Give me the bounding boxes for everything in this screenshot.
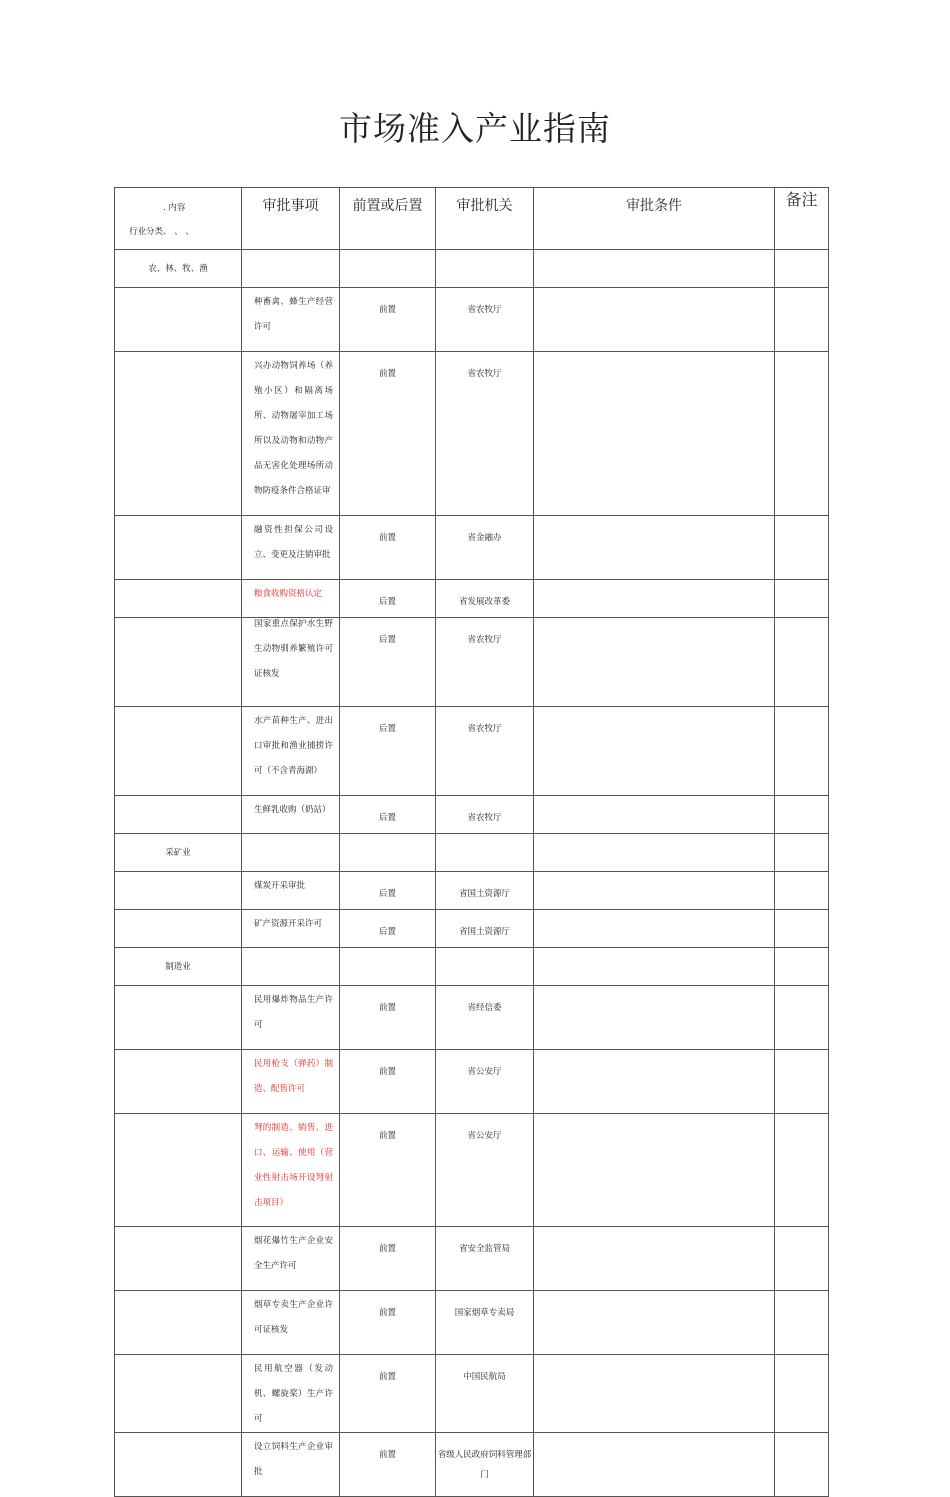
table-row bbox=[115, 872, 829, 910]
category-cell bbox=[115, 580, 242, 618]
table-row bbox=[115, 580, 829, 618]
position-cell-text: 后置 bbox=[378, 927, 396, 937]
category-row bbox=[115, 250, 829, 288]
approval-item-cell-text: 矿产资源开采许可 bbox=[254, 919, 323, 929]
position-cell bbox=[340, 910, 436, 948]
position-cell bbox=[340, 1291, 436, 1355]
category-cell-text: 农、林、牧、渔 bbox=[148, 264, 208, 274]
header-position: 前置或后置 bbox=[340, 188, 436, 250]
authority-cell-text: 中国民航局 bbox=[463, 1372, 506, 1382]
approval-item-cell-text: 民用航空器（发动机、螺旋桨）生产许可 bbox=[254, 1364, 333, 1424]
notes-cell bbox=[775, 1355, 829, 1433]
approval-item-cell-text: 民用枪支（弹药）制造、配售许可 bbox=[254, 1059, 333, 1094]
position-cell-text: 后置 bbox=[378, 813, 396, 823]
position-cell-text: 前置 bbox=[378, 1131, 396, 1141]
position-cell-text: 后置 bbox=[378, 889, 396, 899]
position-cell-text: 后置 bbox=[378, 597, 396, 607]
authority-cell bbox=[436, 1355, 534, 1433]
authority-cell bbox=[436, 1291, 534, 1355]
table-row bbox=[115, 288, 829, 352]
notes-cell bbox=[775, 707, 829, 796]
category-cell-text: 采矿业 bbox=[165, 848, 191, 858]
position-cell-text: 前置 bbox=[378, 1067, 396, 1077]
position-cell-text: 前置 bbox=[378, 1244, 396, 1254]
category-cell bbox=[115, 707, 242, 796]
table-row bbox=[115, 910, 829, 948]
table-row bbox=[115, 516, 829, 580]
position-cell-text: 前置 bbox=[378, 305, 396, 315]
table-row bbox=[115, 1227, 829, 1291]
approval-item-cell bbox=[242, 1355, 340, 1433]
authority-cell bbox=[436, 250, 534, 288]
conditions-cell bbox=[534, 618, 775, 707]
approval-item-cell bbox=[242, 707, 340, 796]
approval-item-cell-text: 设立饲料生产企业审批 bbox=[254, 1442, 333, 1477]
position-cell bbox=[340, 1050, 436, 1114]
conditions-cell bbox=[534, 1227, 775, 1291]
position-cell-text: 前置 bbox=[378, 1308, 396, 1318]
category-cell bbox=[115, 1433, 242, 1497]
position-cell bbox=[340, 986, 436, 1050]
corner-category-label: 行业分类、 、 、 bbox=[129, 227, 194, 237]
position-cell-text: 后置 bbox=[378, 635, 396, 645]
approval-item-cell bbox=[242, 288, 340, 352]
category-cell bbox=[115, 1050, 242, 1114]
authority-cell-text: 省经信委 bbox=[467, 1003, 502, 1013]
authority-cell bbox=[436, 707, 534, 796]
position-cell bbox=[340, 352, 436, 516]
approval-item-cell-text: 烟草专卖生产企业许可证核发 bbox=[254, 1300, 333, 1335]
conditions-cell bbox=[534, 250, 775, 288]
header-approval-item: 审批事项 bbox=[242, 188, 340, 250]
table-row bbox=[115, 707, 829, 796]
approval-item-cell-text: 融资性担保公司设立、变更及注销审批 bbox=[254, 525, 333, 560]
item-cell bbox=[242, 834, 340, 872]
position-cell bbox=[340, 707, 436, 796]
notes-cell bbox=[775, 1291, 829, 1355]
conditions-cell bbox=[534, 834, 775, 872]
category-cell bbox=[115, 796, 242, 834]
approval-item-cell bbox=[242, 1114, 340, 1227]
category-cell bbox=[115, 986, 242, 1050]
authority-cell-text: 省国土资源厅 bbox=[458, 927, 510, 937]
position-cell bbox=[340, 948, 436, 986]
table-row bbox=[115, 986, 829, 1050]
position-cell bbox=[340, 834, 436, 872]
approval-item-cell-text: 生鲜乳收购（奶站） bbox=[254, 805, 331, 815]
table-row bbox=[115, 618, 829, 707]
category-cell bbox=[115, 1291, 242, 1355]
table-row bbox=[115, 352, 829, 516]
authority-cell-text: 国家烟草专卖局 bbox=[454, 1308, 515, 1318]
approval-item-cell bbox=[242, 1433, 340, 1497]
approval-item-cell bbox=[242, 516, 340, 580]
conditions-cell bbox=[534, 1291, 775, 1355]
category-cell bbox=[115, 288, 242, 352]
position-cell-text: 前置 bbox=[378, 533, 396, 543]
authority-cell-text: 省公安厅 bbox=[467, 1067, 502, 1077]
conditions-cell bbox=[534, 516, 775, 580]
table-header-row bbox=[115, 188, 829, 250]
conditions-cell bbox=[534, 986, 775, 1050]
conditions-cell bbox=[534, 580, 775, 618]
table-row bbox=[115, 1114, 829, 1227]
notes-cell bbox=[775, 1227, 829, 1291]
category-row bbox=[115, 948, 829, 986]
category-cell bbox=[115, 948, 242, 986]
approval-item-cell bbox=[242, 1050, 340, 1114]
notes-cell bbox=[775, 288, 829, 352]
notes-cell bbox=[775, 796, 829, 834]
notes-cell bbox=[775, 516, 829, 580]
notes-cell bbox=[775, 986, 829, 1050]
conditions-cell bbox=[534, 948, 775, 986]
header-notes: 备注 bbox=[775, 188, 829, 250]
conditions-cell bbox=[534, 288, 775, 352]
notes-cell bbox=[775, 1050, 829, 1114]
notes-cell bbox=[775, 352, 829, 516]
authority-cell-text: 省金融办 bbox=[467, 533, 502, 543]
approval-item-cell-text: 国家重点保护水生野生动物驯养繁殖许可证核发 bbox=[254, 619, 333, 679]
position-cell bbox=[340, 1355, 436, 1433]
market-access-table bbox=[114, 187, 829, 1497]
authority-cell bbox=[436, 986, 534, 1050]
authority-cell bbox=[436, 1227, 534, 1291]
position-cell bbox=[340, 580, 436, 618]
item-cell bbox=[242, 250, 340, 288]
approval-item-cell bbox=[242, 580, 340, 618]
position-cell bbox=[340, 618, 436, 707]
authority-cell bbox=[436, 796, 534, 834]
approval-item-cell bbox=[242, 872, 340, 910]
authority-cell bbox=[436, 1050, 534, 1114]
approval-item-cell bbox=[242, 1291, 340, 1355]
notes-cell bbox=[775, 1114, 829, 1227]
conditions-cell bbox=[534, 796, 775, 834]
approval-item-cell-text: 兴办动物饲养场（养殖小区）和隔离场所、动物屠宰加工场所以及动物和动物产品无害化处理场所动物防疫条件合格证审 bbox=[254, 361, 333, 496]
authority-cell bbox=[436, 618, 534, 707]
position-cell bbox=[340, 1433, 436, 1497]
category-cell bbox=[115, 1355, 242, 1433]
approval-item-cell bbox=[242, 352, 340, 516]
header-corner-cell bbox=[115, 188, 242, 250]
notes-cell bbox=[775, 834, 829, 872]
approval-item-cell-text: 烟花爆竹生产企业安全生产许可 bbox=[254, 1236, 333, 1271]
authority-cell bbox=[436, 1114, 534, 1227]
authority-cell bbox=[436, 834, 534, 872]
authority-cell-text: 省级人民政府饲料管理部门 bbox=[437, 1450, 532, 1480]
position-cell bbox=[340, 516, 436, 580]
category-cell bbox=[115, 1114, 242, 1227]
conditions-cell bbox=[534, 872, 775, 910]
item-cell bbox=[242, 948, 340, 986]
conditions-cell bbox=[534, 1114, 775, 1227]
authority-cell-text: 省农牧厅 bbox=[467, 813, 502, 823]
conditions-cell bbox=[534, 910, 775, 948]
notes-cell bbox=[775, 872, 829, 910]
approval-item-cell bbox=[242, 618, 340, 707]
position-cell bbox=[340, 872, 436, 910]
approval-item-cell-text: 弩的制造、销售、进口、运输、使用（营业性射击场开设弩射击项目） bbox=[254, 1123, 333, 1208]
position-cell bbox=[340, 1227, 436, 1291]
approval-item-cell-text: 民用爆炸物品生产许可 bbox=[254, 995, 333, 1030]
category-cell bbox=[115, 872, 242, 910]
approval-item-cell bbox=[242, 796, 340, 834]
position-cell bbox=[340, 1114, 436, 1227]
table-row bbox=[115, 796, 829, 834]
conditions-cell bbox=[534, 352, 775, 516]
authority-cell bbox=[436, 580, 534, 618]
table-row bbox=[115, 1050, 829, 1114]
position-cell bbox=[340, 796, 436, 834]
category-cell bbox=[115, 834, 242, 872]
conditions-cell bbox=[534, 1050, 775, 1114]
page-title: 市场准入产业指南 bbox=[339, 109, 611, 148]
authority-cell-text: 省农牧厅 bbox=[467, 305, 502, 315]
authority-cell bbox=[436, 516, 534, 580]
category-cell bbox=[115, 910, 242, 948]
category-cell bbox=[115, 352, 242, 516]
category-cell bbox=[115, 618, 242, 707]
approval-item-cell-text: 粮食收购资格认定 bbox=[254, 589, 323, 599]
notes-cell bbox=[775, 910, 829, 948]
approval-item-cell bbox=[242, 986, 340, 1050]
approval-item-cell-text: 种畜禽、蜂生产经营许可 bbox=[254, 297, 333, 332]
position-cell-text: 前置 bbox=[378, 369, 396, 379]
notes-cell bbox=[775, 1433, 829, 1497]
header-conditions: 审批条件 bbox=[534, 188, 775, 250]
position-cell-text: 前置 bbox=[378, 1450, 396, 1460]
conditions-cell bbox=[534, 1433, 775, 1497]
conditions-cell bbox=[534, 1355, 775, 1433]
position-cell-text: 前置 bbox=[378, 1372, 396, 1382]
approval-item-cell-text: 水产苗种生产、进出口审批和渔业捕捞许可（不含青海湖） bbox=[254, 716, 333, 776]
table-row bbox=[115, 1433, 829, 1497]
authority-cell bbox=[436, 352, 534, 516]
category-row bbox=[115, 834, 829, 872]
category-cell bbox=[115, 250, 242, 288]
authority-cell-text: 省发展改革委 bbox=[458, 597, 510, 607]
authority-cell-text: 省农牧厅 bbox=[467, 724, 502, 734]
authority-cell-text: 省农牧厅 bbox=[467, 635, 502, 645]
authority-cell-text: 省公安厅 bbox=[467, 1131, 502, 1141]
table-row bbox=[115, 1291, 829, 1355]
notes-cell bbox=[775, 618, 829, 707]
authority-cell-text: 省农牧厅 bbox=[467, 369, 502, 379]
table-row bbox=[115, 1355, 829, 1433]
notes-cell bbox=[775, 580, 829, 618]
authority-cell bbox=[436, 288, 534, 352]
authority-cell bbox=[436, 910, 534, 948]
approval-item-cell bbox=[242, 1227, 340, 1291]
notes-cell bbox=[775, 948, 829, 986]
conditions-cell bbox=[534, 707, 775, 796]
approval-item-cell-text: 煤炭开采审批 bbox=[254, 881, 306, 891]
corner-content-label: . 内容 bbox=[163, 203, 186, 213]
category-cell bbox=[115, 516, 242, 580]
authority-cell bbox=[436, 1433, 534, 1497]
category-cell-text: 制造业 bbox=[165, 962, 191, 972]
authority-cell-text: 省安全监管局 bbox=[458, 1244, 510, 1254]
category-cell bbox=[115, 1227, 242, 1291]
authority-cell bbox=[436, 948, 534, 986]
authority-cell bbox=[436, 872, 534, 910]
position-cell bbox=[340, 288, 436, 352]
header-authority: 审批机关 bbox=[436, 188, 534, 250]
notes-cell bbox=[775, 250, 829, 288]
approval-item-cell bbox=[242, 910, 340, 948]
position-cell bbox=[340, 250, 436, 288]
authority-cell-text: 省国土资源厅 bbox=[458, 889, 510, 899]
position-cell-text: 前置 bbox=[378, 1003, 396, 1013]
position-cell-text: 后置 bbox=[378, 724, 396, 734]
